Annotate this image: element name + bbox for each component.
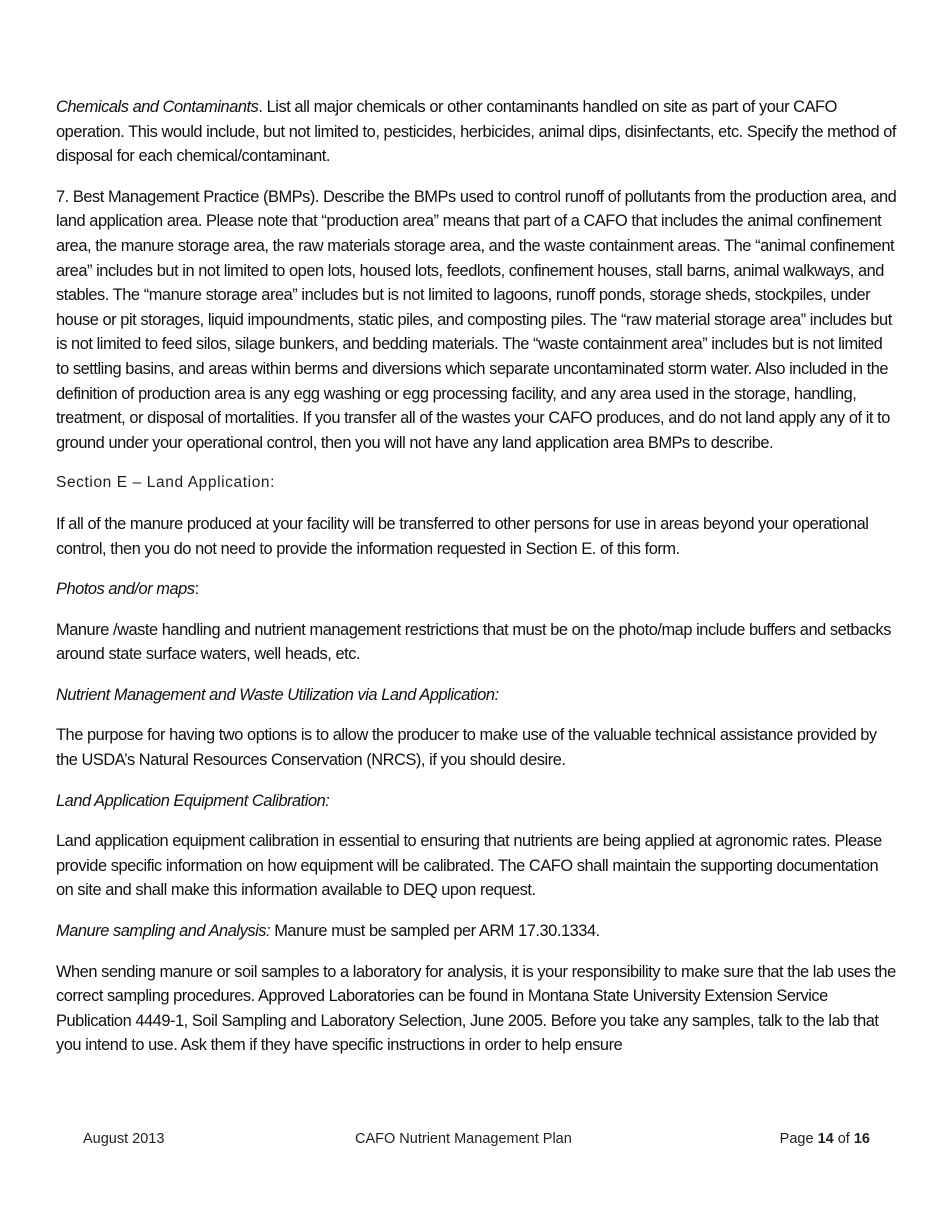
footer-page-number — [780, 1131, 870, 1147]
page-total: 16 — [853, 1131, 870, 1147]
page-current: 14 — [817, 1131, 834, 1147]
calibration-heading: Land Application Equipment Calibration: — [56, 791, 330, 810]
chemicals-paragraph — [56, 95, 898, 169]
page-of: of — [833, 1131, 854, 1147]
photos-paragraph: Manure /waste handling and nutrient management restrictions that must be on the photo/map include buffers and setbacks around state surface waters, well heads, etc. — [56, 620, 891, 664]
photos-heading — [56, 577, 898, 602]
bmp-paragraph: 7. Best Management Practice (BMPs). Describe the BMPs used to control runoff of pollutants from the production area, and land application area. Please note that “production area” means that part of a CAFO that includes the animal confinement area, the manure storage area, the raw materials storage area, and the waste containment areas. The “animal confinement area” includes but in not limited to open lots, housed lots, feedlots, confinement houses, stall barns, animal walkways, and stables. The “manure storage area” includes but is not limited to lagoons, runoff ponds, storage sheds, stockpiles, under house or pit storages, liquid impoundments, static piles, and composting piles. The “raw material storage area” includes but is not limited to feed silos, silage bunkers, and bedding materials. The “waste containment area” includes but is not limited to settling basins, and areas within berms and diversions which separate uncontaminated storm water. Also included in the definition of production area is any egg washing or egg processing facility, and any area used in the storage, handling, treatment, or disposal of mortalities. If you transfer all of the wastes your CAFO produces, and do not land apply any of it to ground under your operational control, then you will not have any land application area BMPs to describe. — [56, 187, 897, 452]
calibration-paragraph: Land application equipment calibration in essential to ensuring that nutrients are being applied at agronomic rates. Please provide specific information on how equipment will be calibrated. The CAFO shall maintain the supporting documentation on site and shall make this information available to DEQ upon request. — [56, 832, 882, 900]
photos-colon: : — [194, 580, 199, 599]
chemicals-text: . List all major chemicals or other contaminants handled on site as part of your CAFO operation. This would include, but not limited to, pesticides, herbicides, animal dips, disinfectants, etc. Specify the method of disposal for each chemical/contaminant. — [56, 98, 896, 166]
chemicals-title: Chemicals and Contaminants — [56, 98, 259, 116]
page-footer — [0, 1131, 950, 1151]
page-prefix: Page — [779, 1131, 818, 1147]
sampling-text: Manure must be sampled per ARM 17.30.1334. — [270, 922, 600, 941]
footer-title: CAFO Nutrient Management Plan — [355, 1131, 572, 1147]
options-paragraph: The purpose for having two options is to allow the producer to make use of the valuable technical assistance provided by the USDA’s Natural Resources Conservation (NRCS), if you should desire. — [56, 726, 877, 770]
footer-date: August 2013 — [83, 1131, 165, 1147]
laboratory-paragraph: When sending manure or soil samples to a laboratory for analysis, it is your responsibility to make sure that the lab uses the correct sampling procedures. Approved Laboratories can be found in Montana State University Extension Service Publication 4449-1, Soil Sampling and Laboratory Selection, June 2005. Before you take any samples, talk to the lab that you intend to use. Ask them if they have specific instructions in order to help ensure — [56, 962, 896, 1055]
document-body — [56, 95, 898, 1074]
section-e-heading: Section E – Land Application: — [56, 474, 276, 492]
sampling-title: Manure sampling and Analysis: — [56, 922, 271, 941]
transfer-paragraph: If all of the manure produced at your facility will be transferred to other persons for use in areas beyond your operational control, then you do not need to provide the information requested in Section E. of this form. — [56, 514, 869, 558]
nutrient-heading: Nutrient Management and Waste Utilization via Land Application: — [56, 685, 499, 704]
photos-title: Photos and/or maps — [56, 580, 195, 599]
sampling-paragraph — [56, 919, 898, 944]
